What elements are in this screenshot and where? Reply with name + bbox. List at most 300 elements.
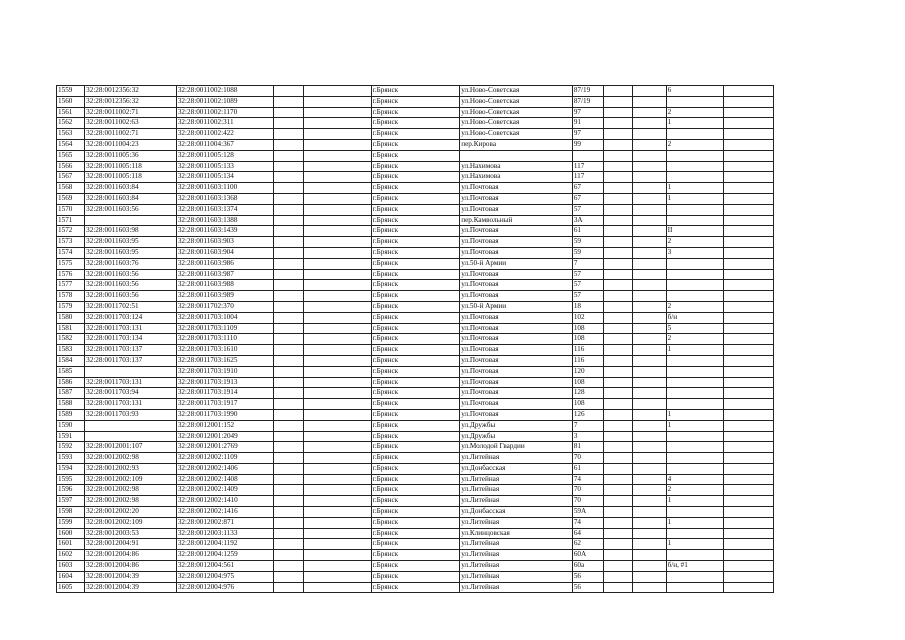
blank-cell-d [633, 291, 666, 302]
blank-cell-b [303, 96, 371, 107]
house-number-cell: 59 [572, 247, 603, 258]
house-number-cell: 62 [572, 539, 603, 550]
blank-cell-c [604, 345, 633, 356]
apartment-cell [666, 377, 723, 388]
table-row [57, 571, 774, 582]
blank-cell-c [604, 550, 633, 561]
blank-cell-a [273, 312, 303, 323]
blank-cell-e [723, 399, 773, 410]
blank-cell-c [604, 496, 633, 507]
row-number-cell: 1560 [57, 96, 85, 107]
house-number-cell: 87/19 [572, 86, 603, 97]
blank-cell-a [273, 96, 303, 107]
blank-cell-b [303, 528, 371, 539]
table-body [57, 86, 774, 593]
table-row [57, 345, 774, 356]
object-number-cell: 32:28:0011002:311 [176, 118, 273, 129]
house-number-cell: 117 [572, 172, 603, 183]
blank-cell-b [303, 355, 371, 366]
blank-cell-a [273, 139, 303, 150]
blank-cell-d [633, 528, 666, 539]
row-number-cell: 1584 [57, 355, 85, 366]
table-row [57, 334, 774, 345]
blank-cell-e [723, 204, 773, 215]
city-cell: г.Брянск [371, 237, 460, 248]
table-row [57, 183, 774, 194]
object-number-cell: 32:28:0011603:989 [176, 291, 273, 302]
blank-cell-a [273, 172, 303, 183]
object-number-cell: 32:28:0012002:1416 [176, 507, 273, 518]
blank-cell-a [273, 129, 303, 140]
row-number-cell: 1589 [57, 409, 85, 420]
object-number-cell: 32:28:0011603:1368 [176, 193, 273, 204]
row-number-cell: 1603 [57, 561, 85, 572]
blank-cell-d [633, 388, 666, 399]
blank-cell-c [604, 377, 633, 388]
blank-cell-a [273, 237, 303, 248]
blank-cell-b [303, 388, 371, 399]
blank-cell-c [604, 539, 633, 550]
street-cell: ул.Почтовая [460, 409, 573, 420]
city-cell: г.Брянск [371, 312, 460, 323]
blank-cell-b [303, 269, 371, 280]
apartment-cell [666, 96, 723, 107]
object-number-cell: 32:28:0011702:370 [176, 301, 273, 312]
street-cell: ул.Нахимова [460, 161, 573, 172]
city-cell: г.Брянск [371, 539, 460, 550]
city-cell: г.Брянск [371, 399, 460, 410]
blank-cell-a [273, 496, 303, 507]
blank-cell-b [303, 582, 371, 593]
blank-cell-a [273, 215, 303, 226]
table-row [57, 582, 774, 593]
parcel-number-cell: 32:28:0011703:131 [85, 399, 177, 410]
table-row [57, 291, 774, 302]
object-number-cell: 32:28:0012002:871 [176, 517, 273, 528]
apartment-cell [666, 550, 723, 561]
street-cell: ул.50-й Армии [460, 301, 573, 312]
blank-cell-a [273, 280, 303, 291]
city-cell: г.Брянск [371, 334, 460, 345]
parcel-number-cell: 32:28:0011703:134 [85, 334, 177, 345]
blank-cell-d [633, 582, 666, 593]
object-number-cell: 32:28:0011603:904 [176, 247, 273, 258]
city-cell: г.Брянск [371, 247, 460, 258]
row-number-cell: 1587 [57, 388, 85, 399]
blank-cell-d [633, 301, 666, 312]
row-number-cell: 1568 [57, 183, 85, 194]
parcel-number-cell: 32:28:0011603:76 [85, 258, 177, 269]
blank-cell-d [633, 193, 666, 204]
parcel-number-cell: 32:28:0011005:36 [85, 150, 177, 161]
blank-cell-d [633, 247, 666, 258]
object-number-cell: 32:28:0011703:1913 [176, 377, 273, 388]
blank-cell-d [633, 323, 666, 334]
object-number-cell: 32:28:0011603:1439 [176, 226, 273, 237]
apartment-cell: б/н, #1 [666, 561, 723, 572]
blank-cell-d [633, 474, 666, 485]
blank-cell-e [723, 528, 773, 539]
blank-cell-d [633, 485, 666, 496]
object-number-cell: 32:28:0011703:1109 [176, 323, 273, 334]
table-row [57, 139, 774, 150]
blank-cell-b [303, 496, 371, 507]
city-cell: г.Брянск [371, 388, 460, 399]
apartment-cell [666, 453, 723, 464]
city-cell: г.Брянск [371, 86, 460, 97]
apartment-cell: 1 [666, 345, 723, 356]
blank-cell-a [273, 550, 303, 561]
object-number-cell: 32:28:0011703:1625 [176, 355, 273, 366]
object-number-cell: 32:28:0012002:1109 [176, 453, 273, 464]
table-row [57, 377, 774, 388]
city-cell: г.Брянск [371, 463, 460, 474]
parcel-number-cell: 32:28:0012002:98 [85, 496, 177, 507]
row-number-cell: 1583 [57, 345, 85, 356]
table-row [57, 528, 774, 539]
table-row [57, 269, 774, 280]
apartment-cell [666, 269, 723, 280]
blank-cell-c [604, 204, 633, 215]
city-cell: г.Брянск [371, 377, 460, 388]
blank-cell-a [273, 269, 303, 280]
street-cell: ул.Литейная [460, 474, 573, 485]
object-number-cell: 32:28:0012003:1133 [176, 528, 273, 539]
blank-cell-d [633, 204, 666, 215]
street-cell: ул.Почтовая [460, 312, 573, 323]
row-number-cell: 1592 [57, 442, 85, 453]
blank-cell-e [723, 161, 773, 172]
blank-cell-b [303, 215, 371, 226]
blank-cell-c [604, 269, 633, 280]
parcel-number-cell [85, 215, 177, 226]
apartment-cell [666, 204, 723, 215]
apartment-cell: б/н [666, 312, 723, 323]
object-number-cell: 32:28:0012002:1410 [176, 496, 273, 507]
blank-cell-e [723, 561, 773, 572]
house-number-cell: 7 [572, 258, 603, 269]
parcel-number-cell: 32:28:0011703:93 [85, 409, 177, 420]
object-number-cell: 32:28:0011603:1374 [176, 204, 273, 215]
blank-cell-e [723, 420, 773, 431]
blank-cell-d [633, 280, 666, 291]
apartment-cell [666, 355, 723, 366]
blank-cell-a [273, 107, 303, 118]
blank-cell-c [604, 280, 633, 291]
city-cell: г.Брянск [371, 118, 460, 129]
blank-cell-e [723, 409, 773, 420]
apartment-cell: 2 [666, 334, 723, 345]
blank-cell-e [723, 377, 773, 388]
blank-cell-d [633, 334, 666, 345]
house-number-cell: 108 [572, 334, 603, 345]
street-cell [460, 150, 573, 161]
object-number-cell: 32:28:0011703:1914 [176, 388, 273, 399]
object-number-cell: 32:28:0011002:1088 [176, 86, 273, 97]
blank-cell-d [633, 550, 666, 561]
table-row [57, 301, 774, 312]
parcel-number-cell: 32:28:0012356:32 [85, 86, 177, 97]
table-row [57, 150, 774, 161]
blank-cell-e [723, 301, 773, 312]
row-number-cell: 1564 [57, 139, 85, 150]
blank-cell-d [633, 161, 666, 172]
blank-cell-c [604, 517, 633, 528]
row-number-cell: 1570 [57, 204, 85, 215]
blank-cell-a [273, 86, 303, 97]
object-number-cell: 32:28:0011603:987 [176, 269, 273, 280]
blank-cell-d [633, 150, 666, 161]
blank-cell-a [273, 431, 303, 442]
apartment-cell [666, 150, 723, 161]
blank-cell-c [604, 139, 633, 150]
blank-cell-b [303, 129, 371, 140]
street-cell: ул.Почтовая [460, 291, 573, 302]
row-number-cell: 1569 [57, 193, 85, 204]
city-cell: г.Брянск [371, 280, 460, 291]
parcel-number-cell: 32:28:0012002:109 [85, 517, 177, 528]
blank-cell-c [604, 431, 633, 442]
table-row [57, 366, 774, 377]
blank-cell-b [303, 172, 371, 183]
house-number-cell: 81 [572, 442, 603, 453]
street-cell: ул.Литейная [460, 561, 573, 572]
blank-cell-d [633, 517, 666, 528]
street-cell: ул.Почтовая [460, 204, 573, 215]
apartment-cell [666, 528, 723, 539]
blank-cell-c [604, 215, 633, 226]
row-number-cell: 1605 [57, 582, 85, 593]
blank-cell-a [273, 442, 303, 453]
blank-cell-a [273, 582, 303, 593]
city-cell: г.Брянск [371, 345, 460, 356]
blank-cell-e [723, 193, 773, 204]
table-row [57, 129, 774, 140]
parcel-number-cell: 32:28:0012002:98 [85, 453, 177, 464]
table-row [57, 442, 774, 453]
apartment-cell: 4 [666, 474, 723, 485]
apartment-cell: 1 [666, 409, 723, 420]
row-number-cell: 1594 [57, 463, 85, 474]
row-number-cell: 1577 [57, 280, 85, 291]
parcel-number-cell: 32:28:0011002:71 [85, 107, 177, 118]
blank-cell-d [633, 269, 666, 280]
city-cell: г.Брянск [371, 323, 460, 334]
blank-cell-c [604, 291, 633, 302]
city-cell: г.Брянск [371, 485, 460, 496]
parcel-number-cell: 32:28:0012356:32 [85, 96, 177, 107]
house-number-cell: 128 [572, 388, 603, 399]
street-cell: ул.Почтовая [460, 269, 573, 280]
parcel-number-cell: 32:28:0011703:124 [85, 312, 177, 323]
registry-table [56, 85, 774, 593]
blank-cell-e [723, 496, 773, 507]
row-number-cell: 1588 [57, 399, 85, 410]
street-cell: ул.Почтовая [460, 237, 573, 248]
blank-cell-e [723, 86, 773, 97]
blank-cell-a [273, 528, 303, 539]
parcel-number-cell: 32:28:0012002:98 [85, 485, 177, 496]
parcel-number-cell: 32:28:0012004:91 [85, 539, 177, 550]
blank-cell-b [303, 517, 371, 528]
city-cell: г.Брянск [371, 561, 460, 572]
apartment-cell [666, 399, 723, 410]
blank-cell-d [633, 420, 666, 431]
house-number-cell: 59 [572, 237, 603, 248]
object-number-cell: 32:28:0011703:1610 [176, 345, 273, 356]
apartment-cell: 1 [666, 539, 723, 550]
blank-cell-e [723, 550, 773, 561]
blank-cell-b [303, 150, 371, 161]
house-number-cell: 60А [572, 550, 603, 561]
street-cell: ул.Литейная [460, 539, 573, 550]
street-cell: ул.Клинцовская [460, 528, 573, 539]
street-cell: ул.Литейная [460, 582, 573, 593]
city-cell: г.Брянск [371, 226, 460, 237]
blank-cell-a [273, 517, 303, 528]
blank-cell-a [273, 366, 303, 377]
blank-cell-a [273, 226, 303, 237]
blank-cell-e [723, 215, 773, 226]
street-cell: ул.Донбасская [460, 463, 573, 474]
parcel-number-cell: 32:28:0012002:109 [85, 474, 177, 485]
apartment-cell [666, 280, 723, 291]
blank-cell-e [723, 485, 773, 496]
city-cell: г.Брянск [371, 183, 460, 194]
blank-cell-d [633, 496, 666, 507]
street-cell: ул.Дружбы [460, 420, 573, 431]
parcel-number-cell: 32:28:0011002:71 [85, 129, 177, 140]
blank-cell-c [604, 86, 633, 97]
table-row [57, 193, 774, 204]
blank-cell-b [303, 399, 371, 410]
blank-cell-d [633, 139, 666, 150]
blank-cell-d [633, 355, 666, 366]
city-cell: г.Брянск [371, 528, 460, 539]
object-number-cell: 32:28:0012004:976 [176, 582, 273, 593]
parcel-number-cell: 32:28:0011603:98 [85, 226, 177, 237]
blank-cell-c [604, 172, 633, 183]
blank-cell-a [273, 420, 303, 431]
blank-cell-a [273, 345, 303, 356]
blank-cell-a [273, 118, 303, 129]
house-number-cell: 99 [572, 139, 603, 150]
blank-cell-e [723, 474, 773, 485]
apartment-cell [666, 172, 723, 183]
table-row [57, 496, 774, 507]
house-number-cell: 70 [572, 453, 603, 464]
parcel-number-cell: 32:28:0011603:95 [85, 247, 177, 258]
table-row [57, 96, 774, 107]
blank-cell-e [723, 463, 773, 474]
city-cell: г.Брянск [371, 366, 460, 377]
row-number-cell: 1563 [57, 129, 85, 140]
blank-cell-c [604, 323, 633, 334]
blank-cell-d [633, 183, 666, 194]
blank-cell-d [633, 312, 666, 323]
blank-cell-b [303, 409, 371, 420]
blank-cell-a [273, 485, 303, 496]
blank-cell-e [723, 539, 773, 550]
apartment-cell: 2 [666, 485, 723, 496]
blank-cell-a [273, 453, 303, 464]
blank-cell-b [303, 431, 371, 442]
apartment-cell: 1 [666, 517, 723, 528]
parcel-number-cell: 32:28:0012004:39 [85, 571, 177, 582]
blank-cell-d [633, 431, 666, 442]
blank-cell-d [633, 507, 666, 518]
blank-cell-e [723, 129, 773, 140]
parcel-number-cell [85, 420, 177, 431]
blank-cell-a [273, 183, 303, 194]
blank-cell-e [723, 96, 773, 107]
apartment-cell [666, 442, 723, 453]
blank-cell-a [273, 507, 303, 518]
blank-cell-b [303, 366, 371, 377]
blank-cell-e [723, 431, 773, 442]
object-number-cell: 32:28:0012002:1406 [176, 463, 273, 474]
blank-cell-b [303, 86, 371, 97]
city-cell: г.Брянск [371, 204, 460, 215]
row-number-cell: 1562 [57, 118, 85, 129]
table-row [57, 474, 774, 485]
blank-cell-c [604, 258, 633, 269]
blank-cell-c [604, 226, 633, 237]
table-row [57, 247, 774, 258]
house-number-cell: 116 [572, 345, 603, 356]
parcel-number-cell: 32:28:0011603:84 [85, 183, 177, 194]
blank-cell-b [303, 550, 371, 561]
parcel-number-cell: 32:28:0012004:86 [85, 561, 177, 572]
house-number-cell: 120 [572, 366, 603, 377]
blank-cell-c [604, 118, 633, 129]
blank-cell-b [303, 345, 371, 356]
blank-cell-e [723, 291, 773, 302]
object-number-cell: 32:28:0012004:975 [176, 571, 273, 582]
row-number-cell: 1585 [57, 366, 85, 377]
parcel-number-cell: 32:28:0011703:94 [85, 388, 177, 399]
blank-cell-b [303, 301, 371, 312]
blank-cell-b [303, 237, 371, 248]
blank-cell-d [633, 399, 666, 410]
table-row [57, 226, 774, 237]
parcel-number-cell: 32:28:0011702:51 [85, 301, 177, 312]
street-cell: ул.Ново-Советская [460, 86, 573, 97]
table-row [57, 539, 774, 550]
blank-cell-e [723, 355, 773, 366]
blank-cell-e [723, 183, 773, 194]
blank-cell-c [604, 301, 633, 312]
row-number-cell: 1566 [57, 161, 85, 172]
object-number-cell: 32:28:0011002:1170 [176, 107, 273, 118]
apartment-cell: 2 [666, 237, 723, 248]
row-number-cell: 1581 [57, 323, 85, 334]
blank-cell-c [604, 161, 633, 172]
blank-cell-b [303, 539, 371, 550]
house-number-cell: 108 [572, 377, 603, 388]
object-number-cell: 32:28:0012001:2049 [176, 431, 273, 442]
street-cell: ул.50-й Армии [460, 258, 573, 269]
row-number-cell: 1578 [57, 291, 85, 302]
blank-cell-e [723, 323, 773, 334]
blank-cell-b [303, 107, 371, 118]
blank-cell-a [273, 399, 303, 410]
object-number-cell: 32:28:0011004:367 [176, 139, 273, 150]
row-number-cell: 1604 [57, 571, 85, 582]
blank-cell-d [633, 539, 666, 550]
blank-cell-a [273, 193, 303, 204]
house-number-cell: 74 [572, 517, 603, 528]
